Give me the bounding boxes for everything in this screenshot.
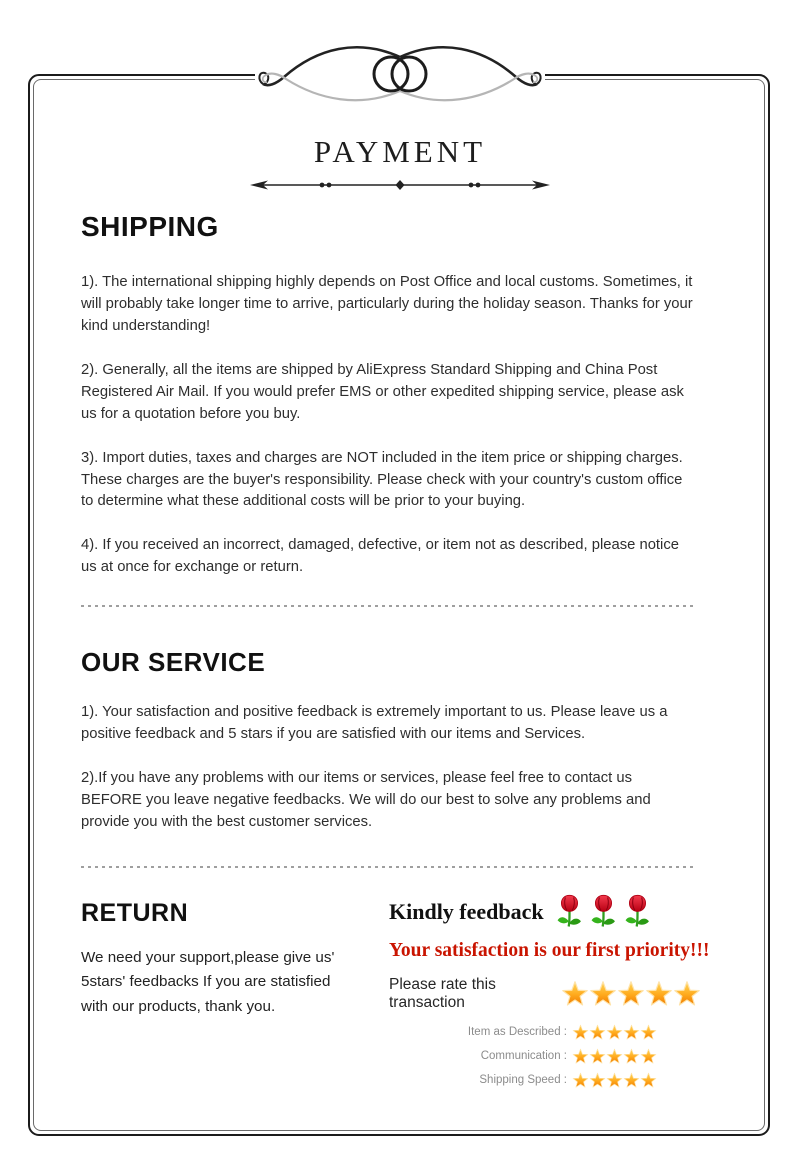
shipping-paragraph-3: 3). Import duties, taxes and charges are NOT included in the item price or shipping charges. These charges are the buyer's responsibility. Please check with your country's custom office to determine what these additional costs will be prior to your buying. xyxy=(81,449,683,510)
arrow-divider-icon xyxy=(250,177,550,198)
rating-row xyxy=(389,1048,729,1065)
star-icon xyxy=(640,1024,657,1041)
rating-row xyxy=(389,1072,729,1089)
kindly-feedback-title: Kindly feedback xyxy=(389,898,544,924)
star-icon xyxy=(589,1048,606,1065)
rate-transaction-row xyxy=(389,976,729,1012)
big-star-row xyxy=(561,980,701,1008)
priority-text: Your satisfaction is our first priority!!! xyxy=(389,939,710,961)
shipping-heading: SHIPPING xyxy=(81,211,219,242)
dashed-divider xyxy=(81,866,694,868)
shipping-paragraph-1: 1). The international shipping highly depends on Post Office and local customs. Sometimes, it will probably take longer time to arrive, particularly during the holiday season. Thanks for your kind understanding! xyxy=(81,274,693,334)
star-icon xyxy=(589,980,617,1008)
return-heading: RETURN xyxy=(81,898,189,927)
star-icon xyxy=(623,1024,640,1041)
star-icon xyxy=(640,1072,657,1089)
rating-rows xyxy=(389,1024,729,1089)
return-text: We need your support,please give us' 5stars' feedbacks If you are statisfied with our products, thank you. xyxy=(81,948,335,1015)
rating-label: Item as Described : xyxy=(467,1026,567,1039)
shipping-paragraph-4: 4). If you received an incorrect, damaged, defective, or item not as described, please notice us at once for exchange or return. xyxy=(81,537,679,575)
star-icon xyxy=(561,980,589,1008)
star-icon xyxy=(606,1048,623,1065)
rating-star-row xyxy=(572,1048,657,1065)
star-icon xyxy=(572,1072,589,1089)
flourish-ornament-icon xyxy=(255,40,545,112)
rose-icon xyxy=(556,894,583,932)
rose-icons-row xyxy=(556,894,651,932)
service-paragraph-2: 2).If you have any problems with our items or services, please feel free to contact us BEFORE you leave negative feedbacks. We will do our best to solve any problems and provide you with the best customer services. xyxy=(81,770,651,830)
dashed-divider xyxy=(81,605,694,607)
star-icon xyxy=(623,1048,640,1065)
feedback-section xyxy=(389,898,729,1089)
star-icon xyxy=(572,1024,589,1041)
star-icon xyxy=(673,980,701,1008)
rose-icon xyxy=(624,894,651,932)
service-heading: OUR SERVICE xyxy=(81,646,266,677)
star-icon xyxy=(589,1024,606,1041)
bottom-section xyxy=(81,898,729,1089)
rating-label: Communication : xyxy=(480,1050,567,1063)
page-title: PAYMENT xyxy=(313,134,487,169)
star-icon xyxy=(645,980,673,1008)
star-icon xyxy=(640,1048,657,1065)
rating-star-row xyxy=(572,1072,657,1089)
rating-star-row xyxy=(572,1024,657,1041)
rate-transaction-label: Please rate this transaction xyxy=(389,975,496,1011)
star-icon xyxy=(617,980,645,1008)
rating-label: Shipping Speed : xyxy=(479,1074,567,1087)
star-icon xyxy=(572,1048,589,1065)
star-icon xyxy=(623,1072,640,1089)
star-icon xyxy=(606,1024,623,1041)
rose-icon xyxy=(590,894,617,932)
service-paragraph-1: 1). Your satisfaction and positive feedback is extremely important to us. Please leave us a positive feedback and 5 stars if you are satisfied with our items and Services. xyxy=(81,703,668,742)
return-section xyxy=(81,898,389,1089)
star-icon xyxy=(589,1072,606,1089)
shipping-paragraph-2: 2). Generally, all the items are shipped by AliExpress Standard Shipping and China Post Registered Air Mail. If you would prefer EMS or other expedited shipping service, please ask us for a quotation before you buy. xyxy=(81,362,684,422)
star-icon xyxy=(606,1072,623,1089)
rating-row xyxy=(389,1024,729,1041)
